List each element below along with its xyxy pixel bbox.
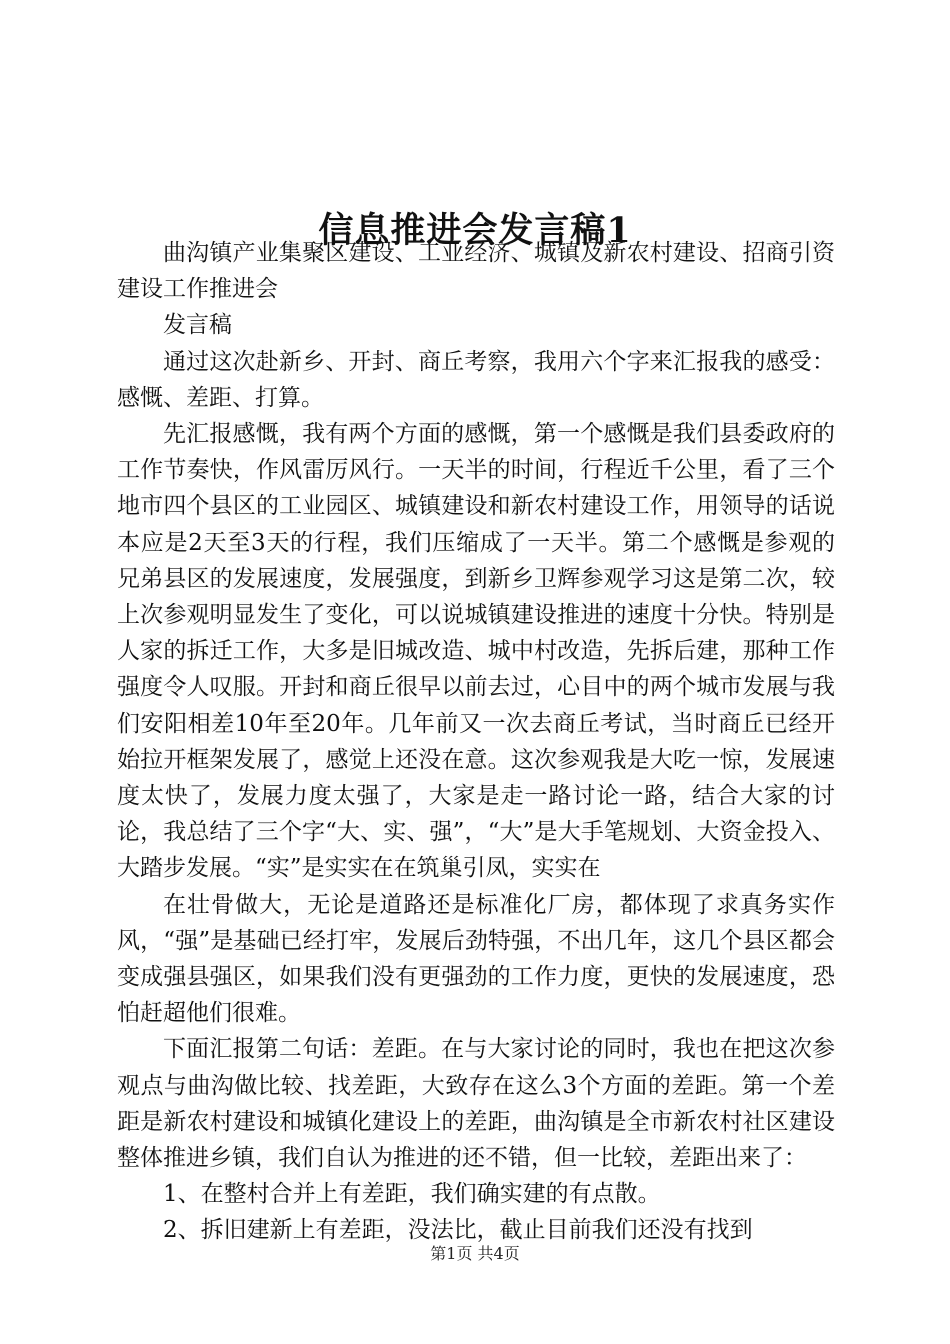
- paragraph-intro: 通过这次赴新乡、开封、商丘考察，我用六个字来汇报我的感受：感慨、差距、打算。: [117, 348, 835, 411]
- paragraph-meeting-name: 曲沟镇产业集聚区建设、工业经济、城镇及新农村建设、招商引资建设工作推进会: [117, 240, 835, 303]
- paragraph-gap-item-1: 1、在整村合并上有差距，我们确实建的有点散。: [163, 1181, 661, 1208]
- page-indicator: 第1页 共4页: [430, 1244, 520, 1263]
- document-title: 信息推进会发言稿1: [318, 210, 632, 252]
- paragraph-gap-item-2: 2、拆旧建新上有差距，没法比，截止目前我们还没有找到: [163, 1217, 753, 1244]
- paragraph-feelings: 先汇报感慨，我有两个方面的感慨，第一个感慨是我们县委政府的工作节奏快，作风雷厉风行。一天半的时间，行程近千公里，看了三个地市四个县区的工业园区、城镇建设和新农村建设工作，用领导的话说本应是2天至3天的行程，我们压缩成了一天半。第二个感慨是参观的兄弟县区的发展速度，发展强度，到新乡卫辉参观学习这是第二次，较上次参观明显发生了变化，可以说城镇建设推进的速度十分快。特别是人家的拆迁工作，大多是旧城改造、城中村改造，先拆后建，那种工作强度令人叹服。开封和商丘很早以前去过，心目中的两个城市发展与我们安阳相差10年至20年。几年前又一次去商丘考试，当时商丘已经开始拉开框架发展了，感觉上还没在意。这次参观我是大吃一惊，发展速度太快了，发展力度太强了，大家是走一路讨论一路，结合大家的讨论，我总结了三个字“大、实、强”，“大”是大手笔规划、大资金投入、大踏步发展。“实”是实实在在筑巢引凤，实实在: [117, 421, 835, 882]
- paragraph-gap: 下面汇报第二句话：差距。在与大家讨论的同时，我也在把这次参观点与曲沟做比较、找差距，大致存在这么3个方面的差距。第一个差距是新农村建设和城镇化建设上的差距，曲沟镇是全市新农村社区建设整体推进乡镇，我们自认为推进的还不错，但一比较，差距出来了：: [117, 1036, 835, 1172]
- paragraph-strength: 在壮骨做大，无论是道路还是标准化厂房，都体现了求真务实作风，“强”是基础已经打牢，发展后劲特强，不出几年，这几个县区都会变成强县强区，如果我们没有更强劲的工作力度，更快的发展速度，恐怕赶超他们很难。: [117, 891, 835, 1027]
- paragraph-speech-label: 发言稿: [163, 312, 232, 339]
- document-body: [117, 235, 835, 1249]
